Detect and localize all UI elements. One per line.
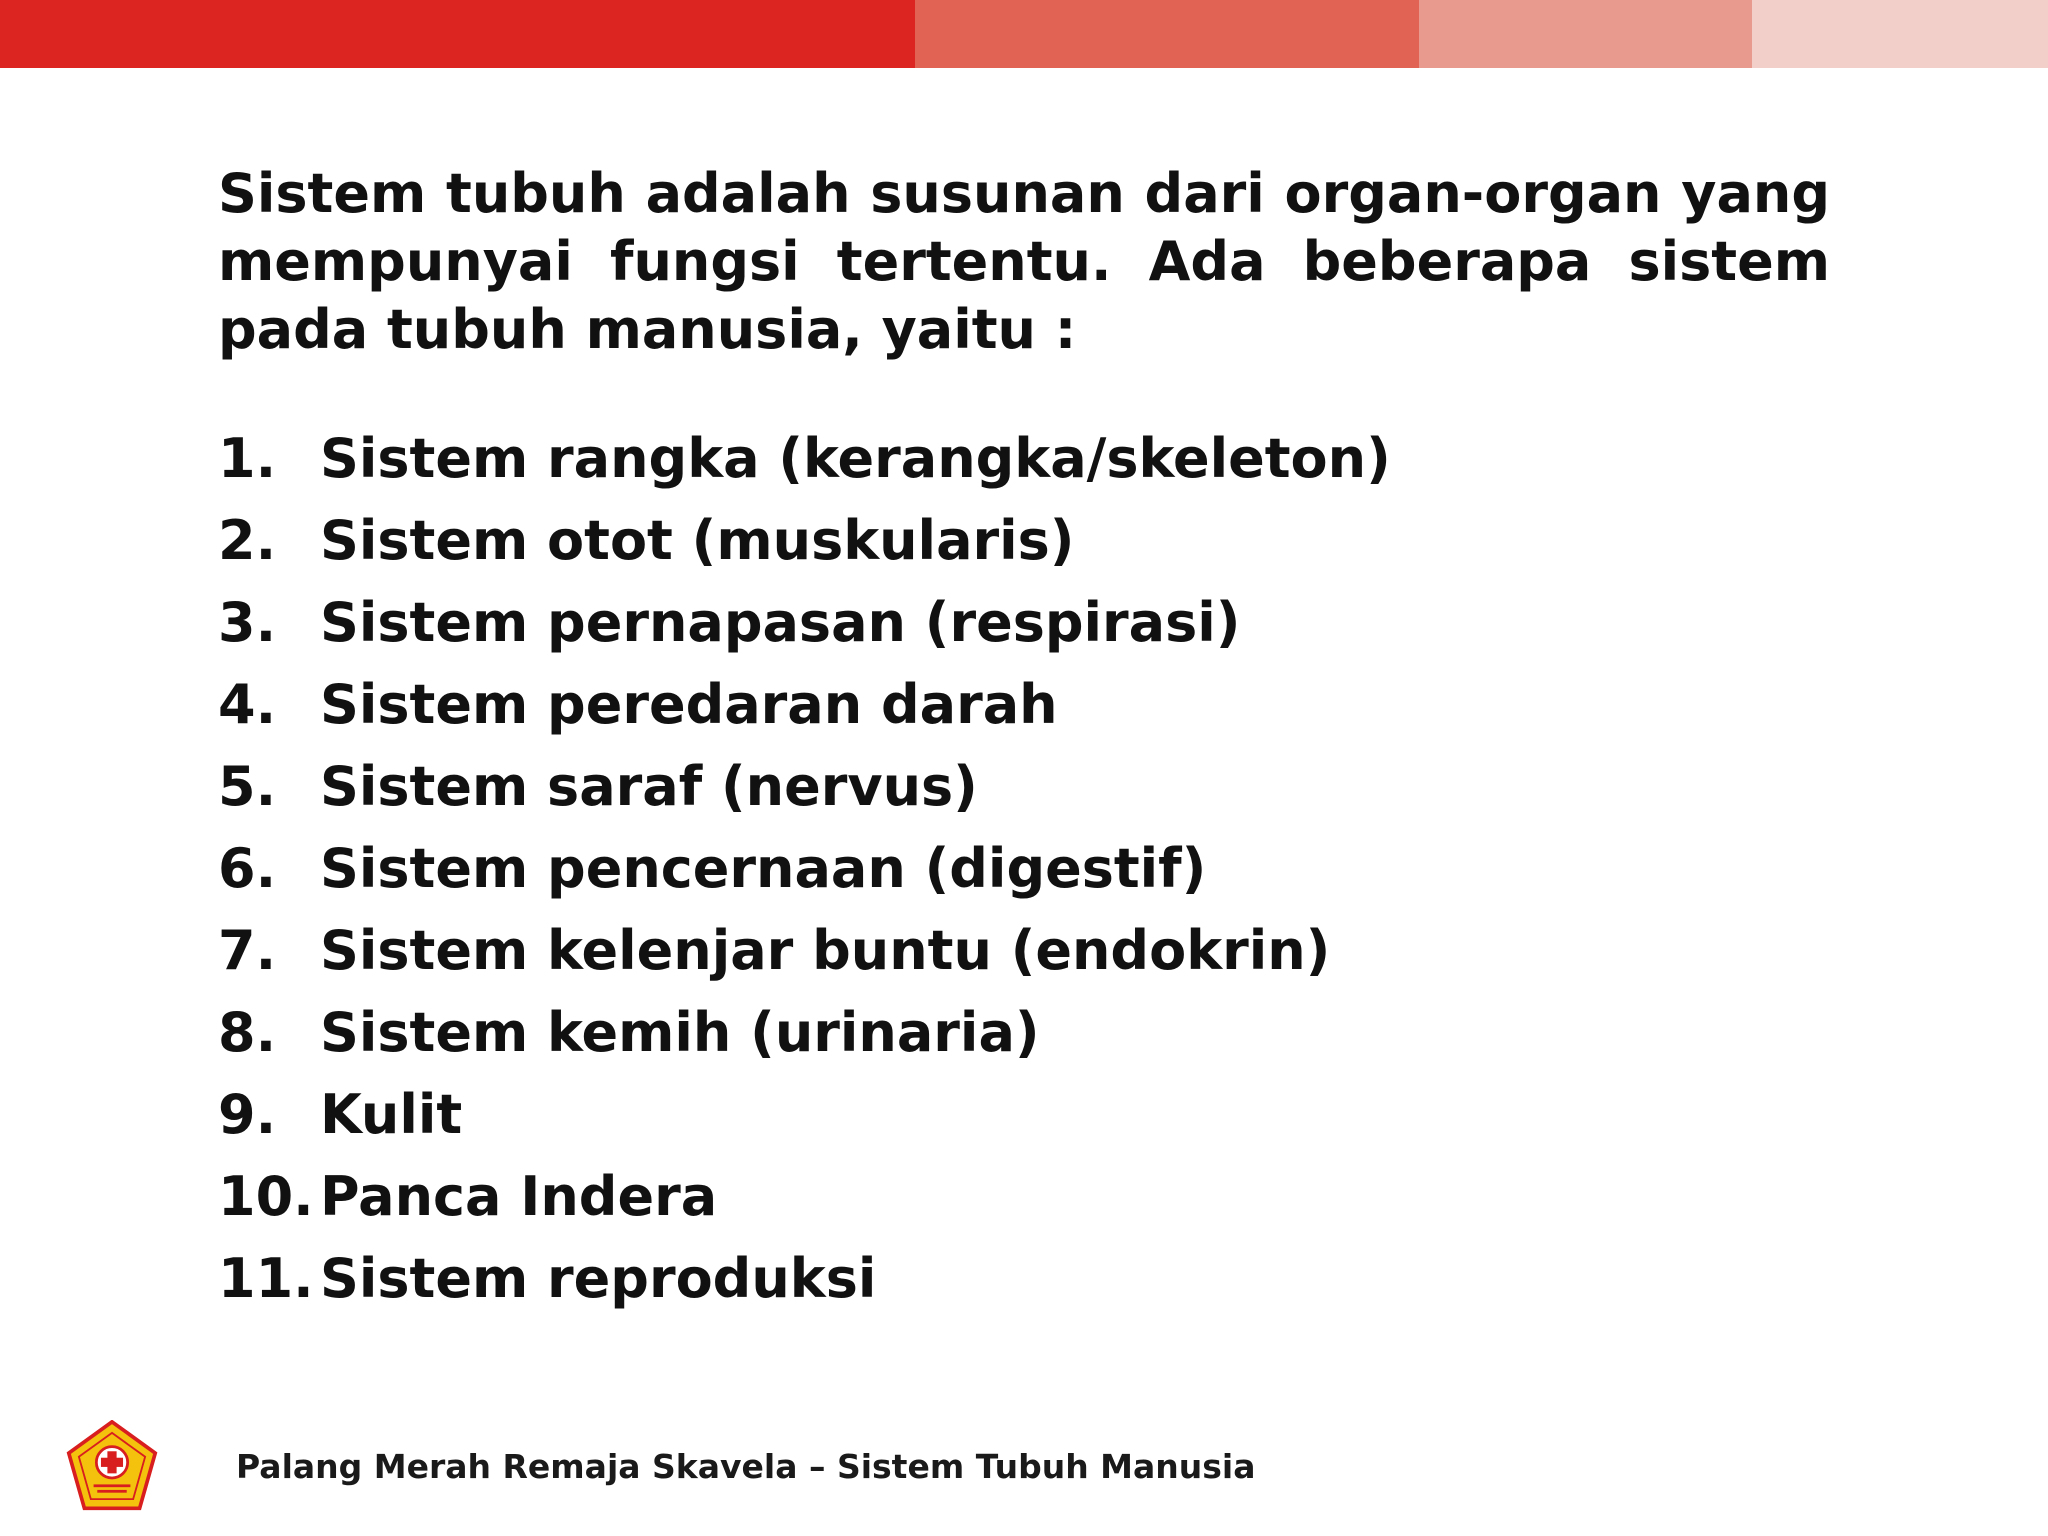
list-item-text: Sistem peredaran darah bbox=[320, 673, 1058, 736]
list-item bbox=[218, 828, 1391, 910]
list-item bbox=[218, 992, 1391, 1074]
list-item-text: Panca Indera bbox=[320, 1165, 718, 1228]
top-bar-segment-coral bbox=[915, 0, 1419, 68]
list-item-number: 5. bbox=[218, 755, 277, 818]
top-color-bar bbox=[0, 0, 2048, 68]
list-item-number: 10. bbox=[218, 1165, 314, 1228]
list-item bbox=[218, 664, 1391, 746]
list-item bbox=[218, 746, 1391, 828]
list-item-text: Sistem kemih (urinaria) bbox=[320, 1001, 1040, 1064]
list-item-text: Sistem pernapasan (respirasi) bbox=[320, 591, 1241, 654]
list-item bbox=[218, 1156, 1391, 1238]
list-item bbox=[218, 500, 1391, 582]
list-item-number: 1. bbox=[218, 427, 277, 490]
list-item-number: 9. bbox=[218, 1083, 277, 1146]
list-item bbox=[218, 582, 1391, 664]
list-item-number: 3. bbox=[218, 591, 277, 654]
list-item bbox=[218, 418, 1391, 500]
list-item-text: Sistem saraf (nervus) bbox=[320, 755, 978, 818]
list-item bbox=[218, 1074, 1391, 1156]
list-item-text: Sistem pencernaan (digestif) bbox=[320, 837, 1207, 900]
top-bar-segment-pink bbox=[1752, 0, 2048, 68]
list-item-text: Sistem rangka (kerangka/skeleton) bbox=[320, 427, 1391, 490]
intro-paragraph: Sistem tubuh adalah susunan dari organ-organ yang mempunyai fungsi tertentu. Ada beberapa sistem pada tubuh manusia, yaitu : bbox=[218, 162, 1830, 361]
pmr-logo-icon bbox=[66, 1420, 158, 1512]
list-item-number: 7. bbox=[218, 919, 277, 982]
list-item bbox=[218, 910, 1391, 992]
list-item-number: 6. bbox=[218, 837, 277, 900]
footer-caption: Palang Merah Remaja Skavela – Sistem Tubuh Manusia bbox=[236, 1446, 1256, 1486]
list-item-number: 8. bbox=[218, 1001, 277, 1064]
top-bar-segment-salmon bbox=[1419, 0, 1752, 68]
body-systems-list bbox=[218, 418, 1391, 1320]
slide-footer bbox=[66, 1420, 1256, 1512]
list-item-number: 4. bbox=[218, 673, 277, 736]
list-item-number: 2. bbox=[218, 509, 277, 572]
list-item-text: Kulit bbox=[320, 1083, 463, 1146]
list-item-text: Sistem kelenjar buntu (endokrin) bbox=[320, 919, 1331, 982]
list-item bbox=[218, 1238, 1391, 1320]
list-item-text: Sistem otot (muskularis) bbox=[320, 509, 1075, 572]
list-item-number: 11. bbox=[218, 1247, 314, 1310]
list-item-text: Sistem reproduksi bbox=[320, 1247, 877, 1310]
top-bar-segment-red bbox=[0, 0, 915, 68]
